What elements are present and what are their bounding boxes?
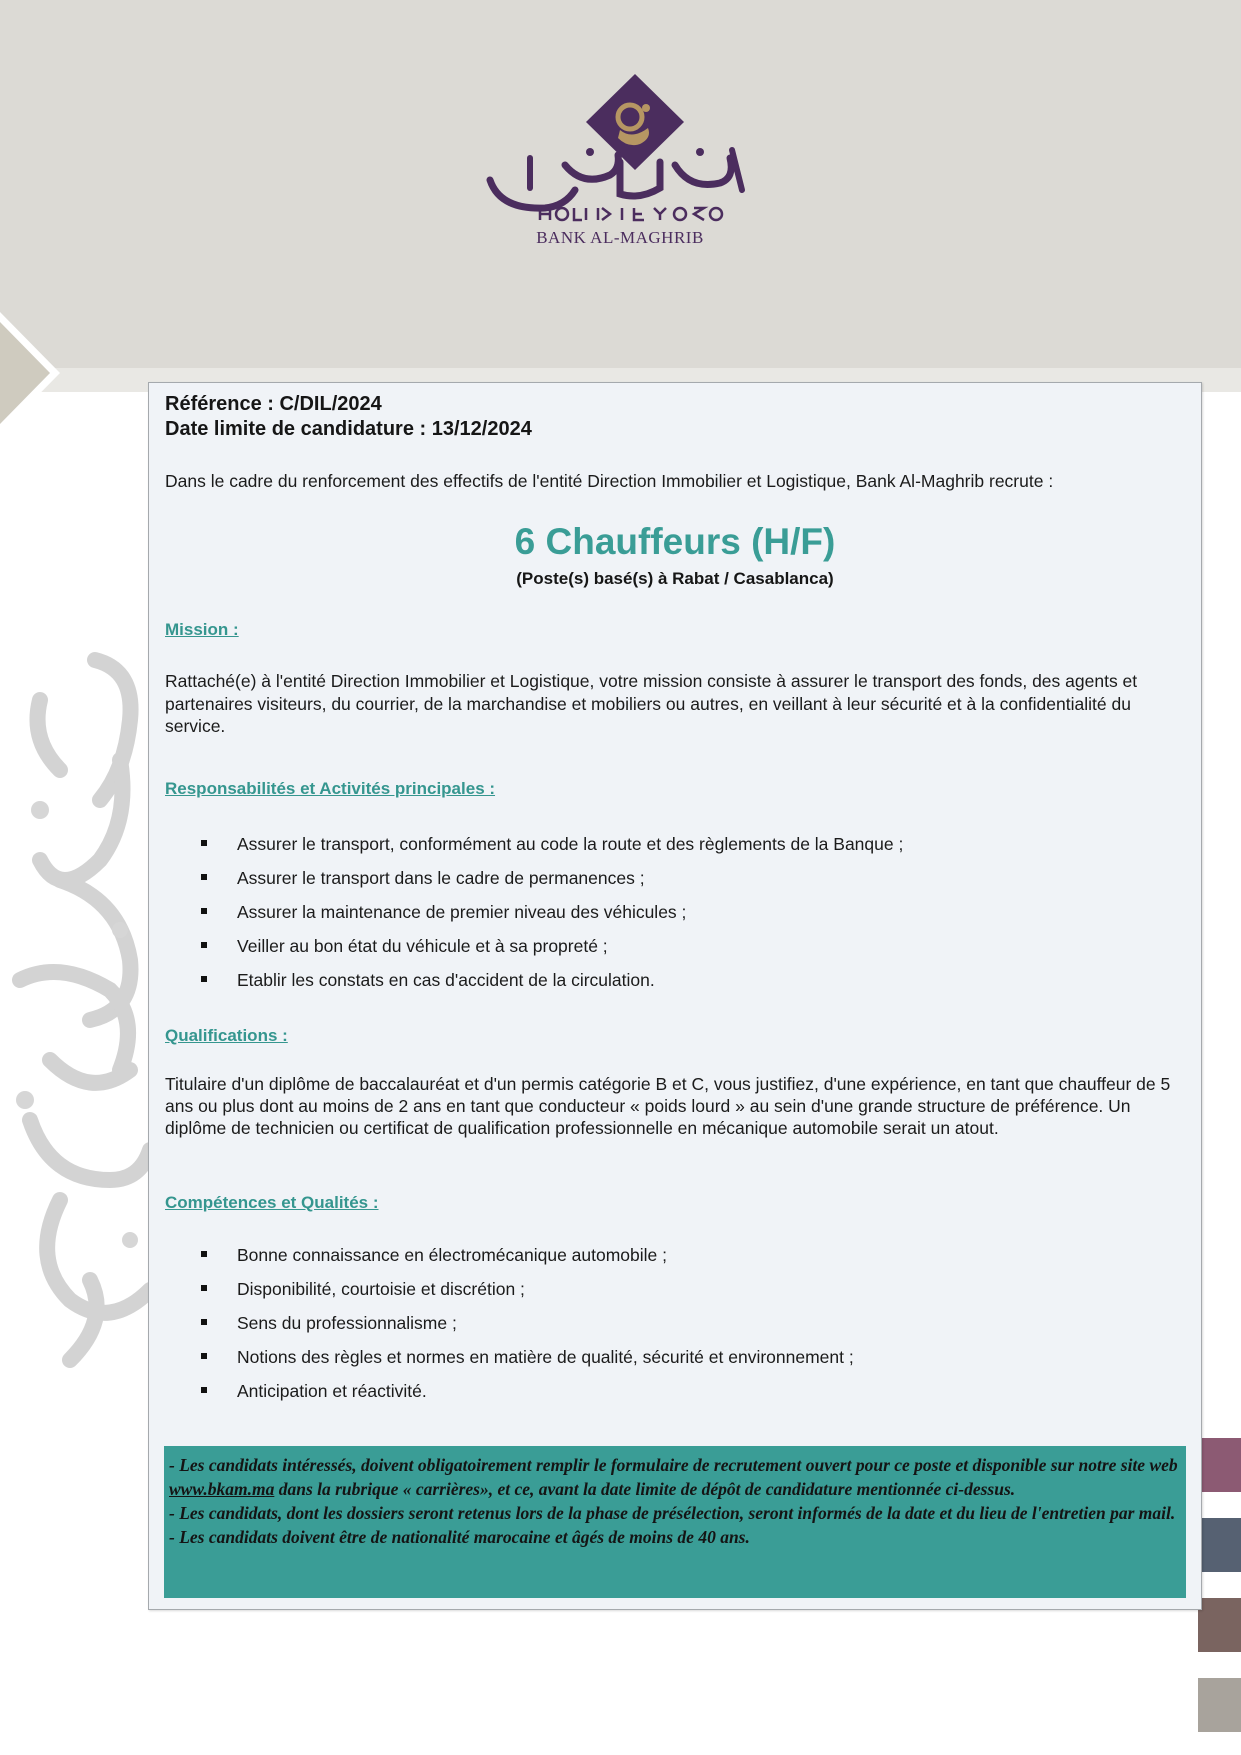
swatch-taupe [1198,1678,1241,1732]
bullet-square-icon [201,1387,207,1393]
bullet-square-icon [201,942,207,948]
notice-line-1: - Les candidats intéressés, doivent obligatoirement remplir le formulaire de recrutement ouvert pour ce poste et disponible sur notre site web www.bkam.ma dans la rubrique « carrières», et ce, avant la date limite de dépôt de candidature mentionnée ci-dessus. [169,1455,1178,1499]
diamond-emblem-icon [470,70,770,230]
list-item: Anticipation et réactivité. [199,1380,854,1414]
mission-title: Mission : [165,620,239,639]
swatch-brown [1198,1598,1241,1652]
list-item: Etablir les constats en cas d'accident de la circulation. [199,969,903,1003]
list-item: Assurer le transport, conformément au code la route et des règlements de la Banque ; [199,833,903,867]
list-item: Assurer la maintenance de premier niveau des véhicules ; [199,901,903,935]
job-posting-card [148,382,1202,1610]
responsibilities-list [199,833,903,1003]
position-location: (Poste(s) basé(s) à Rabat / Casablanca) [516,569,834,588]
bullet-square-icon [201,1353,207,1359]
competences-list [199,1244,854,1414]
bank-name-latin: BANK AL-MAGHRIB [536,228,704,247]
calligraphy-watermark [0,640,160,1380]
bank-logo [470,70,770,255]
bullet-square-icon [201,874,207,880]
swatch-slate [1198,1518,1241,1572]
position-title: 6 Chauffeurs (H/F) [514,521,836,562]
deadline: Date limite de candidature : 13/12/2024 [165,418,532,440]
bullet-square-icon [201,1285,207,1291]
qualifications-text: Titulaire d'un diplôme de baccalauréat et d'un permis catégorie B et C, vous justifiez, d'une expérience, en tant que chauffeur de 5 ans ou plus dont au moins de 2 ans en tant que conducteur « poids lourd » au sein d'une grande structure de préférence. Un diplôme de technicien ou certificat de qualification professionnelle en mécanique automobile serait un atout. [165,1074,1171,1138]
bullet-square-icon [201,908,207,914]
list-item: Disponibilité, courtoisie et discrétion ; [199,1278,854,1312]
qualifications-title: Qualifications : [165,1026,288,1045]
mission-text: Rattaché(e) à l'entité Direction Immobilier et Logistique, votre mission consiste à assurer le transport des fonds, des agents et partenaires visiteurs, du courrier, de la marchandise et mobiliers ou autres, en veillant à leur sécurité et à la confidentialité du service. [165,671,1138,736]
bullet-square-icon [201,976,207,982]
bullet-square-icon [201,840,207,846]
bullet-square-icon [201,1251,207,1257]
intro-text: Dans le cadre du renforcement des effectifs de l'entité Direction Immobilier et Logistique, Bank Al-Maghrib recrute : [165,471,1054,491]
swatch-mauve [1198,1438,1241,1492]
list-item: Veiller au bon état du véhicule et à sa propreté ; [199,935,903,969]
responsibilities-title: Responsabilités et Activités principales : [165,779,496,798]
competences-title: Compétences et Qualités : [165,1193,379,1212]
list-item: Sens du professionnalisme ; [199,1312,854,1346]
notice-line-2: - Les candidats, dont les dossiers seront retenus lors de la phase de présélection, seront informés de la date et du lieu de l'entretien par mail. [169,1503,1176,1523]
list-item: Notions des règles et normes en matière de qualité, sécurité et environnement ; [199,1346,854,1380]
website-link[interactable]: www.bkam.ma [169,1479,275,1499]
chevron-right-decoration [0,312,66,434]
reference: Référence : C/DIL/2024 [165,393,382,415]
bullet-square-icon [201,1319,207,1325]
application-notice [164,1446,1186,1598]
list-item: Bonne connaissance en électromécanique automobile ; [199,1244,854,1278]
notice-line-3: - Les candidats doivent être de nationalité marocaine et âgés de moins de 40 ans. [169,1527,750,1547]
list-item: Assurer le transport dans le cadre de permanences ; [199,867,903,901]
